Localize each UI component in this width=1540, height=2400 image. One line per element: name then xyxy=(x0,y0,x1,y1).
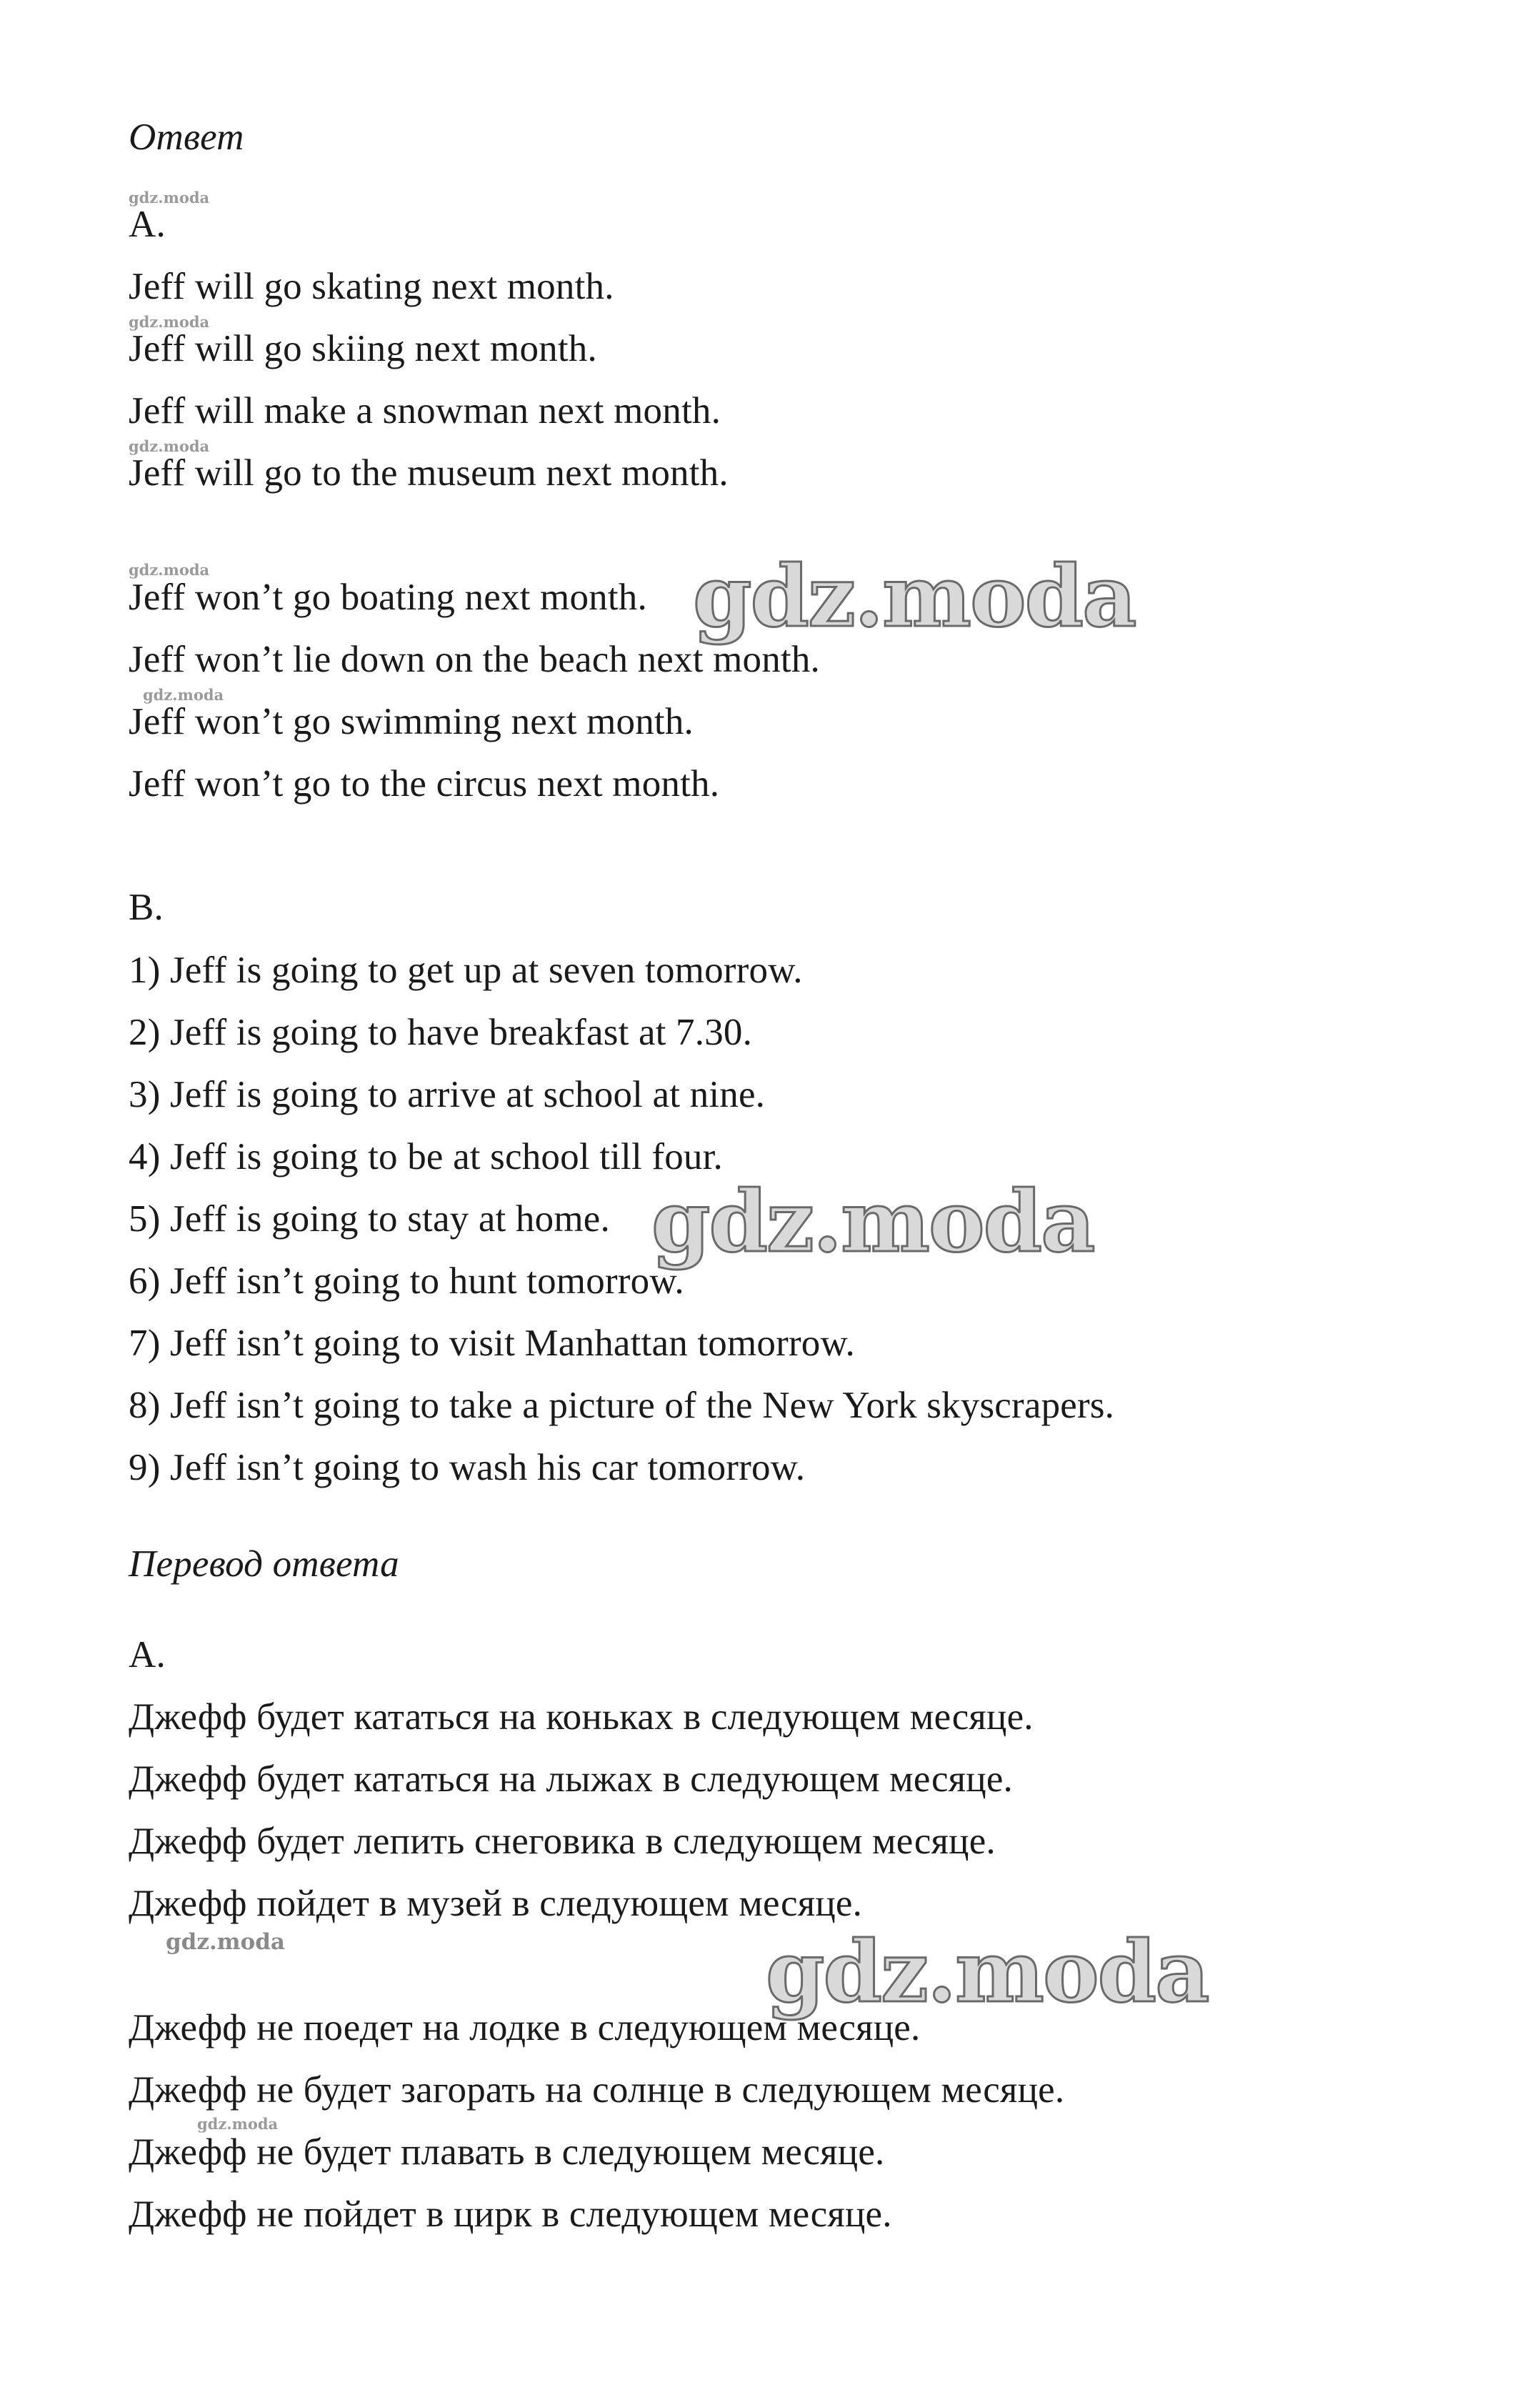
translation-will-sentence: Джефф будет кататься на лыжах в следующем месяце. xyxy=(129,1758,1013,1800)
list-item: 1) Jeff is going to get up at seven tomorrow. xyxy=(129,950,803,991)
watermark-large: gdz.moda xyxy=(766,1922,1209,2021)
translation-a-label: A. xyxy=(129,1634,166,1675)
wont-sentence: Jeff won’t go swimming next month. xyxy=(129,701,694,742)
watermark-small: gdz.moda xyxy=(129,313,210,331)
will-sentence: Jeff will make a snowman next month. xyxy=(129,390,721,432)
answer-heading: Ответ xyxy=(129,116,244,158)
will-sentence: Jeff will go skiing next month. xyxy=(129,328,597,369)
section-b-label: B. xyxy=(129,887,164,928)
translation-will-sentence: Джефф пойдет в музей в следующем месяце. xyxy=(129,1883,863,1924)
translation-will-sentence: Джефф будет кататься на коньках в следующем месяце. xyxy=(129,1696,1034,1738)
section-a-label: A. xyxy=(129,204,166,245)
will-sentence: Jeff will go to the museum next month. xyxy=(129,452,729,494)
watermark-large: gdz.moda xyxy=(693,547,1136,646)
list-item: 5) Jeff is going to stay at home. xyxy=(129,1198,610,1240)
wont-sentence: Jeff won’t go to the circus next month. xyxy=(129,763,720,805)
watermark-small: gdz.moda xyxy=(197,2115,279,2133)
wont-sentence: Jeff won’t go boating next month. xyxy=(129,577,647,618)
translation-wont-sentence: Джефф не будет плавать в следующем месяце. xyxy=(129,2131,885,2173)
translation-wont-sentence: Джефф не пойдет в цирк в следующем месяце. xyxy=(129,2194,892,2235)
watermark-large: gdz.moda xyxy=(651,1172,1094,1271)
watermark-small: gdz.moda xyxy=(166,1929,285,1955)
list-item: 9) Jeff isn’t going to wash his car tomorrow. xyxy=(129,1447,806,1488)
translation-will-sentence: Джефф будет лепить снеговика в следующем месяце. xyxy=(129,1821,996,1862)
list-item: 7) Jeff isn’t going to visit Manhattan tomorrow. xyxy=(129,1323,855,1364)
list-item: 8) Jeff isn’t going to take a picture of the New York skyscrapers. xyxy=(129,1385,1115,1426)
list-item: 6) Jeff isn’t going to hunt tomorrow. xyxy=(129,1260,684,1302)
list-item: 4) Jeff is going to be at school till four. xyxy=(129,1136,723,1177)
will-sentence: Jeff will go skating next month. xyxy=(129,266,614,307)
translation-wont-sentence: Джефф не будет загорать на солнце в следующем месяце. xyxy=(129,2069,1065,2111)
list-item: 2) Jeff is going to have breakfast at 7.30. xyxy=(129,1012,753,1053)
watermark-small: gdz.moda xyxy=(129,437,210,455)
translation-heading: Перевод ответа xyxy=(129,1543,399,1585)
watermark-small: gdz.moda xyxy=(129,561,210,579)
wont-sentence: Jeff won’t lie down on the beach next month. xyxy=(129,639,821,680)
translation-wont-sentence: Джефф не поедет на лодке в следующем месяце. xyxy=(129,2007,921,2048)
watermark-small: gdz.moda xyxy=(129,189,210,206)
watermark-small: gdz.moda xyxy=(143,686,224,704)
list-item: 3) Jeff is going to arrive at school at nine. xyxy=(129,1074,766,1115)
